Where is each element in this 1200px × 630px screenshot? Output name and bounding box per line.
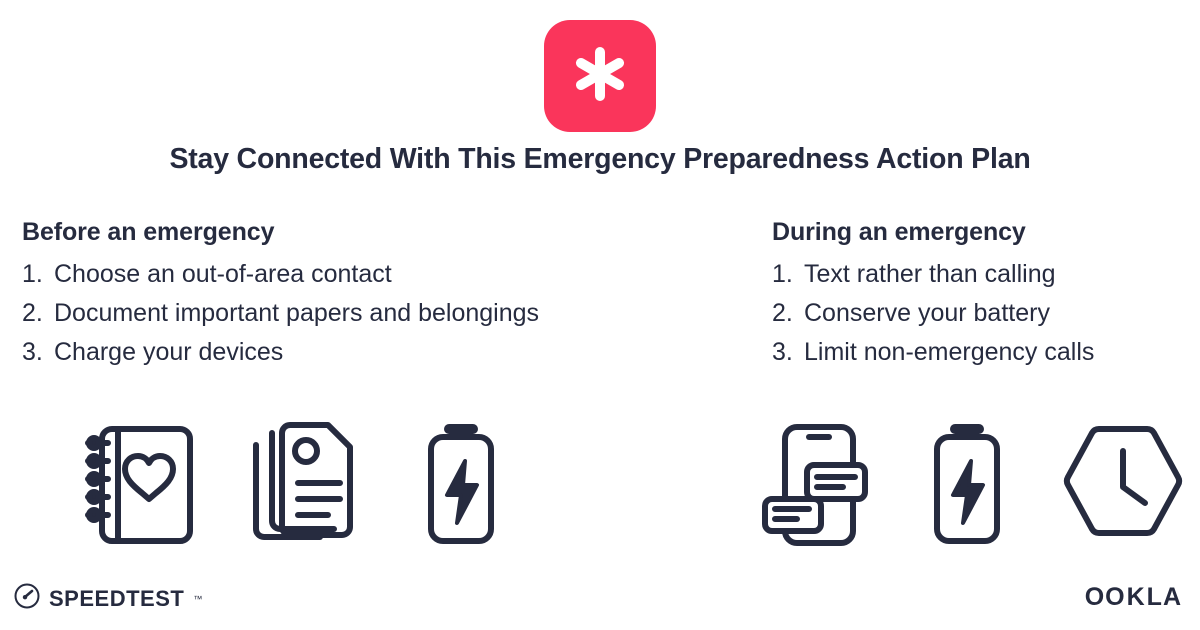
page-title: Stay Connected With This Emergency Preparedness Action Plan [169, 143, 1031, 175]
list-item-number: 1. [22, 260, 43, 288]
list-item-label: Charge your devices [54, 338, 284, 366]
list-item-label: Limit non-emergency calls [804, 338, 1095, 366]
list-item-label: Choose an out-of-area contact [54, 260, 392, 288]
ookla-wordmark-part: LA [1146, 583, 1182, 611]
list-item-label: Document important papers and belongings [54, 299, 540, 327]
column-title: During an emergency [772, 218, 1026, 246]
list-item-number: 2. [22, 299, 43, 327]
column-before-emergency [22, 218, 752, 372]
speedtest-gauge-icon [14, 583, 40, 614]
list-item [772, 255, 1200, 294]
documents-stack-icon [246, 420, 364, 550]
hexagon-clock-icon [1061, 420, 1185, 550]
badge-container [0, 20, 1200, 132]
icon-row-before [80, 420, 510, 550]
list-item [772, 333, 1200, 372]
list-item [772, 294, 1200, 333]
brand-badge [544, 20, 656, 132]
list-item [22, 333, 752, 372]
list-item-number: 3. [772, 338, 793, 366]
list-item-label: Text rather than calling [804, 260, 1056, 288]
steps-list-before [22, 255, 752, 372]
list-item-number: 1. [772, 260, 793, 288]
ookla-wordmark-part: OO [1084, 583, 1126, 611]
list-item [22, 255, 752, 294]
ookla-wordmark-part: K [1126, 583, 1146, 611]
list-item-number: 2. [772, 299, 793, 327]
steps-list-during [772, 255, 1200, 372]
icon-row-during [755, 420, 1185, 550]
list-item-number: 3. [22, 338, 43, 366]
ookla-logo [1085, 583, 1182, 612]
ookla-wordmark [1085, 583, 1182, 612]
phone-message-icon [755, 420, 873, 550]
notebook-heart-icon [80, 420, 198, 550]
list-item [22, 294, 752, 333]
battery-charge-icon [921, 420, 1013, 550]
column-during-emergency [772, 218, 1200, 372]
battery-charge-icon [412, 420, 510, 550]
list-item-label: Conserve your battery [804, 299, 1050, 327]
speedtest-wordmark: SPEEDTEST [49, 585, 185, 611]
speedtest-logo [14, 583, 202, 614]
asterisk-icon [568, 42, 632, 111]
column-title: Before an emergency [22, 218, 275, 246]
speedtest-trademark: ™ [193, 593, 203, 604]
